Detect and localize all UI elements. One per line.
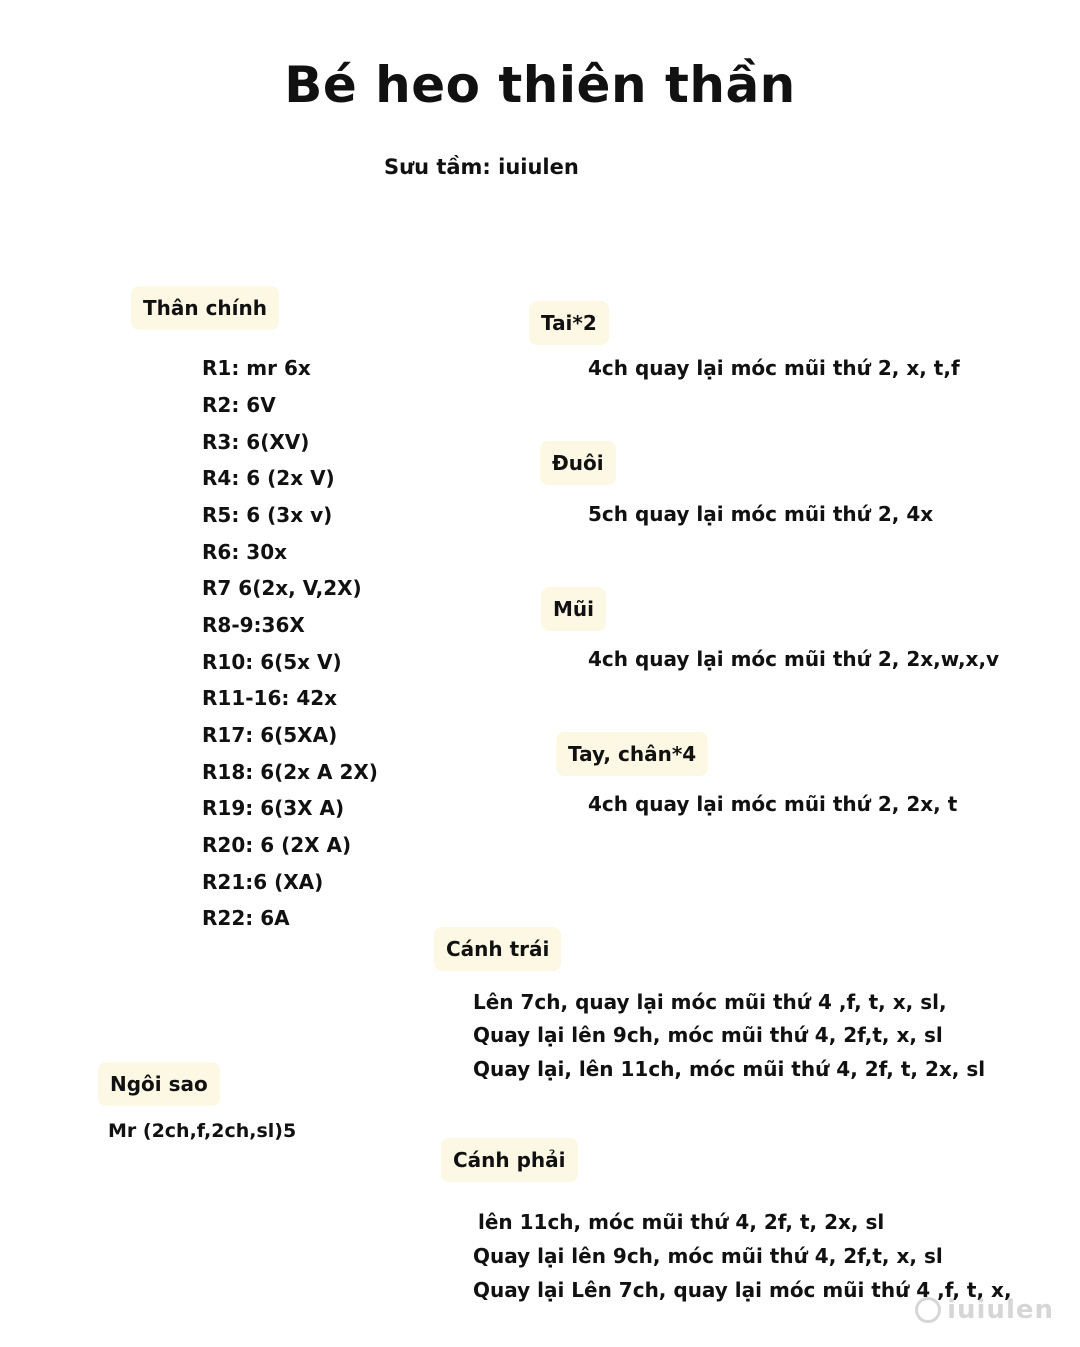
page-title: Bé heo thiên thần xyxy=(284,56,796,114)
ngoi-sao-instruction: Mr (2ch,f,2ch,sl)5 xyxy=(108,1120,297,1142)
row-r18: R18: 6(2x A 2X) xyxy=(202,760,378,784)
mui-instruction: 4ch quay lại móc mũi thứ 2, 2x,w,x,v xyxy=(588,647,1000,671)
section-label-mui: Mũi xyxy=(541,587,606,631)
section-label-tay-chan: Tay, chân*4 xyxy=(556,732,708,776)
tay-chan-instruction: 4ch quay lại móc mũi thứ 2, 2x, t xyxy=(588,792,958,816)
section-label-than-chinh: Thân chính xyxy=(131,286,279,330)
row-r4: R4: 6 (2x V) xyxy=(202,466,335,490)
row-r22: R22: 6A xyxy=(202,906,290,930)
row-r7: R7 6(2x, V,2X) xyxy=(202,576,362,600)
duoi-instruction: 5ch quay lại móc mũi thứ 2, 4x xyxy=(588,502,934,526)
row-r5: R5: 6 (3x v) xyxy=(202,503,333,527)
watermark-text: iuiulen xyxy=(947,1295,1054,1325)
row-r1: R1: mr 6x xyxy=(202,356,311,380)
section-label-ngoi-sao: Ngôi sao xyxy=(98,1062,220,1106)
row-r11-16: R11-16: 42x xyxy=(202,686,338,710)
credit-line: Sưu tầm: iuiulen xyxy=(384,155,579,179)
canh-trai-line-3: Quay lại, lên 11ch, móc mũi thứ 4, 2f, t, 2x, sl xyxy=(473,1057,986,1081)
row-r21: R21:6 (XA) xyxy=(202,870,324,894)
canh-phai-line-3: Quay lại Lên 7ch, quay lại móc mũi thứ 4 ,f, t, x, xyxy=(473,1278,1012,1302)
tai-instruction: 4ch quay lại móc mũi thứ 2, x, t,f xyxy=(588,356,960,380)
canh-phai-line-2: Quay lại lên 9ch, móc mũi thứ 4, 2f,t, x, sl xyxy=(473,1244,943,1268)
row-r17: R17: 6(5XA) xyxy=(202,723,338,747)
canh-phai-line-1: lên 11ch, móc mũi thứ 4, 2f, t, 2x, sl xyxy=(478,1210,885,1234)
watermark xyxy=(915,1295,1054,1325)
row-r6: R6: 30x xyxy=(202,540,288,564)
row-r10: R10: 6(5x V) xyxy=(202,650,342,674)
tiktok-icon xyxy=(915,1297,941,1323)
section-label-canh-phai: Cánh phải xyxy=(441,1138,578,1182)
row-r19: R19: 6(3X A) xyxy=(202,796,345,820)
row-r3: R3: 6(XV) xyxy=(202,430,310,454)
section-label-duoi: Đuôi xyxy=(540,441,616,485)
section-label-tai: Tai*2 xyxy=(529,301,609,345)
section-label-canh-trai: Cánh trái xyxy=(434,927,561,971)
canh-trai-line-2: Quay lại lên 9ch, móc mũi thứ 4, 2f,t, x, sl xyxy=(473,1023,943,1047)
canh-trai-line-1: Lên 7ch, quay lại móc mũi thứ 4 ,f, t, x, sl, xyxy=(473,990,947,1014)
row-r20: R20: 6 (2X A) xyxy=(202,833,352,857)
row-r8-9: R8-9:36X xyxy=(202,613,305,637)
row-r2: R2: 6V xyxy=(202,393,276,417)
